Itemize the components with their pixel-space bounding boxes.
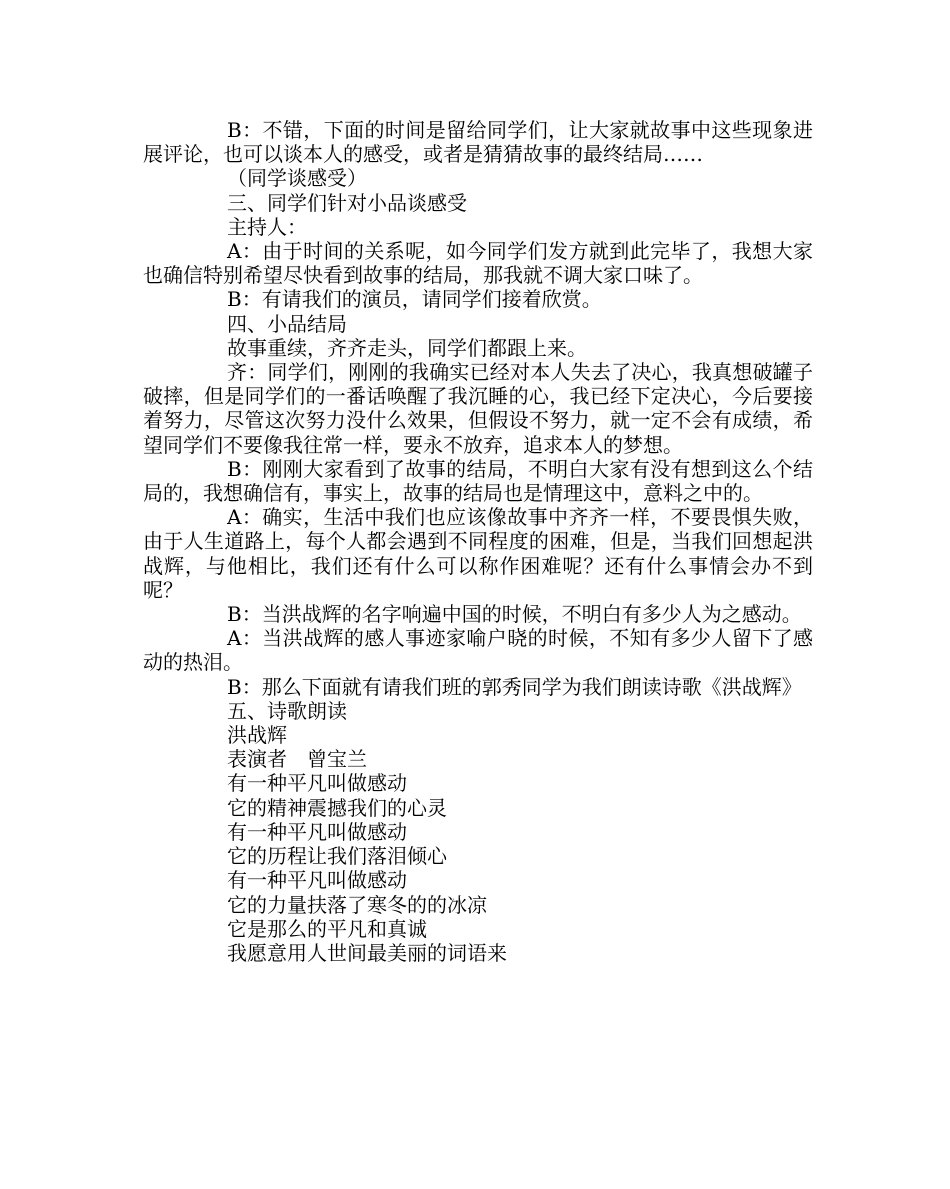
poem-line: 我愿意用人世间最美丽的词语来 <box>227 940 507 965</box>
dialogue-paragraph: 齐：同学们，刚刚的我确实已经对本人失去了决心，我真想破罐子破摔，但是同学们的一番话唤醒了我沉睡的心，我已经下定决心，今后要接着努力，尽管这次努力没什么效果，但假设不努力，就一定不会有成绩，希望同学们不要像我往常一样，要永不放弃，追求本人的梦想。 <box>143 360 813 457</box>
poem-line: 它的精神震撼我们的心灵 <box>227 795 447 820</box>
poem-line: 它的力量扶落了寒冬的的冰凉 <box>227 892 487 917</box>
poem-performer: 表演者 曾宝兰 <box>227 747 367 772</box>
dialogue-paragraph: B：不错，下面的时间是留给同学们，让大家就故事中这些现象进展评论，也可以谈本人的感受，或者是猜猜故事的最终结局…… <box>143 118 813 167</box>
dialogue-paragraph: A：确实，生活中我们也应该像故事中齐齐一样，不要畏惧失败，由于人生道路上，每个人都会遇到不同程度的困难，但是，当我们回想起洪战辉，与他相比，我们还有什么可以称作困难呢？还有什么事情会办不到呢？ <box>143 505 813 602</box>
dialogue-line: B：有请我们的演员，请同学们接着欣赏。 <box>227 287 602 312</box>
dialogue-paragraph: B：刚刚大家看到了故事的结局，不明白大家有没有想到这么个结局的，我想确信有，事实上，故事的结局也是情理这中，意料之中的。 <box>143 456 813 506</box>
dialogue-paragraph: A：当洪战辉的感人事迹家喻户晓的时候，不知有多少人留下了感动的热泪。 <box>143 626 813 675</box>
poem-line: 它的历程让我们落泪倾心 <box>227 844 447 869</box>
poem-line: 有一种平凡叫做感动 <box>227 819 407 844</box>
speaker-label: 主持人： <box>227 214 307 239</box>
stage-note: （同学谈感受） <box>227 166 367 191</box>
section-heading: 五、诗歌朗读 <box>227 698 347 723</box>
section-heading: 三、同学们针对小品谈感受 <box>227 190 467 215</box>
dialogue-paragraph: A：由于时间的关系呢，如今同学们发方就到此完毕了，我想大家也确信特别希望尽快看到故事的结局，那我就不调大家口味了。 <box>143 239 813 288</box>
section-heading: 四、小品结局 <box>227 311 347 336</box>
dialogue-paragraph: B：那么下面就有请我们班的郭秀同学为我们朗读诗歌《洪战辉》 <box>227 674 802 699</box>
poem-title: 洪战辉 <box>227 723 287 748</box>
poem-line: 有一种平凡叫做感动 <box>227 771 407 796</box>
poem-line: 它是那么的平凡和真诚 <box>227 916 427 941</box>
dialogue-paragraph: B：当洪战辉的名字响遍中国的时候，不明白有多少人为之感动。 <box>227 602 802 627</box>
narration-line: 故事重续，齐齐走头，同学们都跟上来。 <box>227 335 587 360</box>
poem-line: 有一种平凡叫做感动 <box>227 868 407 893</box>
document-page <box>143 118 813 965</box>
